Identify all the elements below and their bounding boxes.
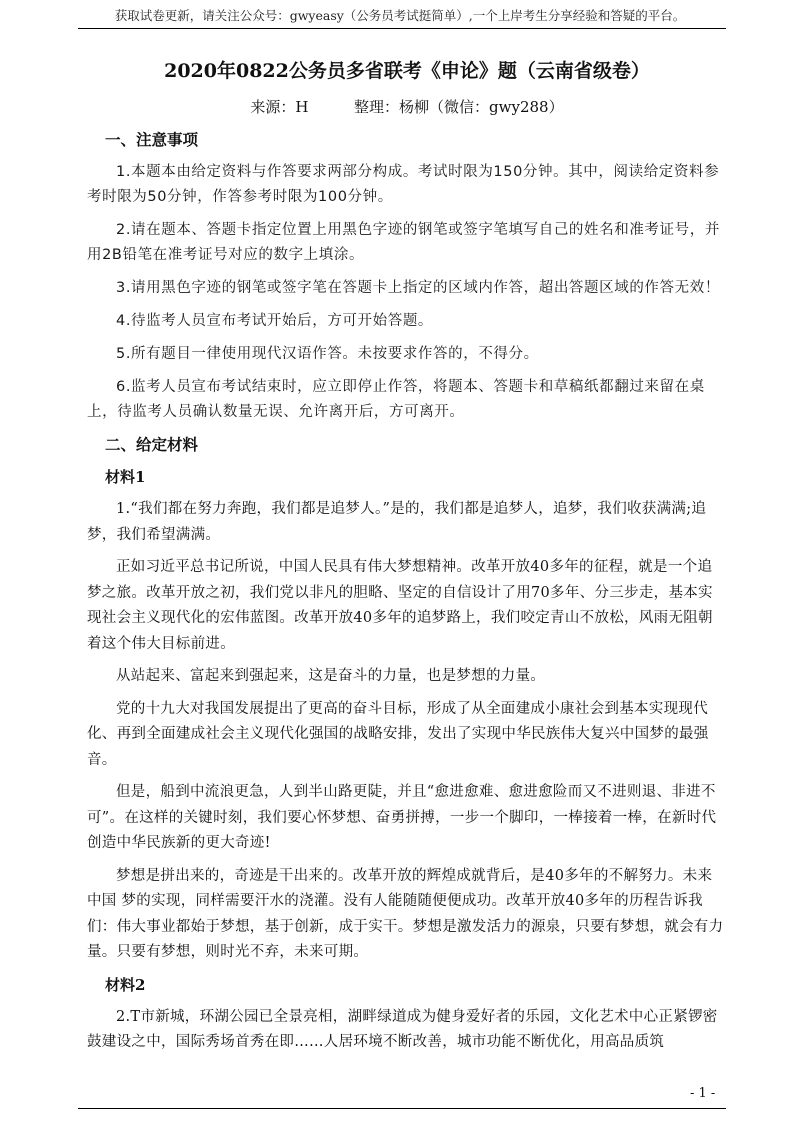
footer-divider (78, 1108, 726, 1109)
material-paragraph: 但是，船到中流浪更急，人到半山路更陡，并且“愈进愈难、愈进愈险而又不进则退、非进不可”。在这样的关键时刻，我们要心怀梦想、奋勇拼搏，一步一个脚印，一棒接着一棒，在新时代创造中华民族新的更大奇迹! (87, 784, 717, 851)
note-item: 6.监考人员宣布考试结束时，应立即停止作答，将题本、答题卡和草稿纸都翻过来留在桌上，待监考人员确认数量无误、允许离开后，方可离开。 (87, 379, 705, 420)
material-paragraph: 2.T市新城，环湖公园已全景亮相，湖畔绿道成为健身爱好者的乐园，文化艺术中心正紧锣密鼓建设之中，国际秀场首秀在即……人居环境不断改善，城市功能不断优化，用高品质筑 (87, 1008, 718, 1050)
source-line (87, 96, 727, 118)
material-paragraph: 梦想是拼出来的，奇迹是干出来的。改革开放的辉煌成就背后，是40多年的不解努力。未来中国 梦的实现，同样需要汗水的浇灌。没有人能随随便便成功。改革开放40多年的历程告诉我们：伟大事业都始于梦想，基于创新，成于实干。梦想是激发活力的源泉，只要有梦想，就会有力量。只要有梦想，则时光不弃，未来可期。 (87, 867, 724, 960)
header-note: 获取试卷更新，请关注公众号：gwyeasy（公务员考试挺简单）,一个上岸考生分享经验和答疑的平台。 (114, 8, 686, 23)
section-heading-notes: 一、注意事项 (105, 130, 199, 149)
note-item: 5.所有题目一律使用现代汉语作答。未按要求作答的，不得分。 (116, 346, 539, 362)
material-2-label: 材料2 (105, 975, 146, 994)
document-title: 2020年0822公务员多省联考《申论》题（云南省级卷） (164, 60, 650, 82)
material-paragraph: 党的十九大对我国发展提出了更高的奋斗目标，形成了从全面建成小康社会到基本实现现代化、再到全面建成社会主义现代化强国的战略安排，发出了实现中华民族伟大复兴中国梦的最强音。 (87, 700, 709, 768)
material-paragraph: 1.“我们都在努力奔跑，我们都是追梦人。”是的，我们都是追梦人，追梦，我们收获满满;追梦，我们希望满满。 (87, 501, 707, 543)
material-1-label: 材料1 (105, 468, 146, 486)
section-heading-materials: 二、给定材料 (105, 435, 199, 454)
note-item: 3.请用黑色字迹的钢笔或签字笔在答题卡上指定的区域内作答，超出答题区域的作答无效！ (116, 280, 720, 296)
page-number: - 1 - (690, 1086, 716, 1101)
material-paragraph: 从站起来、富起来到强起来，这是奋斗的力量，也是梦想的力量。 (116, 668, 546, 684)
note-item: 4.待监考人员宣布考试开始后，方可开始答题。 (116, 313, 434, 329)
header-divider (78, 28, 726, 29)
note-item: 1.本题本由给定资料与作答要求两部分构成。考试时限为150分钟。其中，阅读给定资料参考时限为50分钟，作答参考时限为100分钟。 (87, 164, 720, 205)
source-label: 来源：H (250, 98, 309, 116)
material-paragraph: 正如习近平总书记所说，中国人民具有伟大梦想精神。改革开放40多年的征程，就是一个追梦之旅。改革开放之初，我们党以非凡的胆略、坚定的自信设计了用70多年、分三步走，基本实现社会主义现代化的宏伟蓝图。改革开放40多年的追梦路上，我们咬定青山不放松，风雨无阻朝着这个伟大目标前进。 (87, 559, 713, 652)
document-body (87, 58, 727, 1063)
editor-label: 整理：杨柳（微信：gwy288） (354, 98, 564, 116)
note-item: 2.请在题本、答题卡指定位置上用黑色字迹的钢笔或签字笔填写自己的姓名和准考证号，并用2B铅笔在准考证号对应的数字上填涂。 (87, 222, 720, 263)
